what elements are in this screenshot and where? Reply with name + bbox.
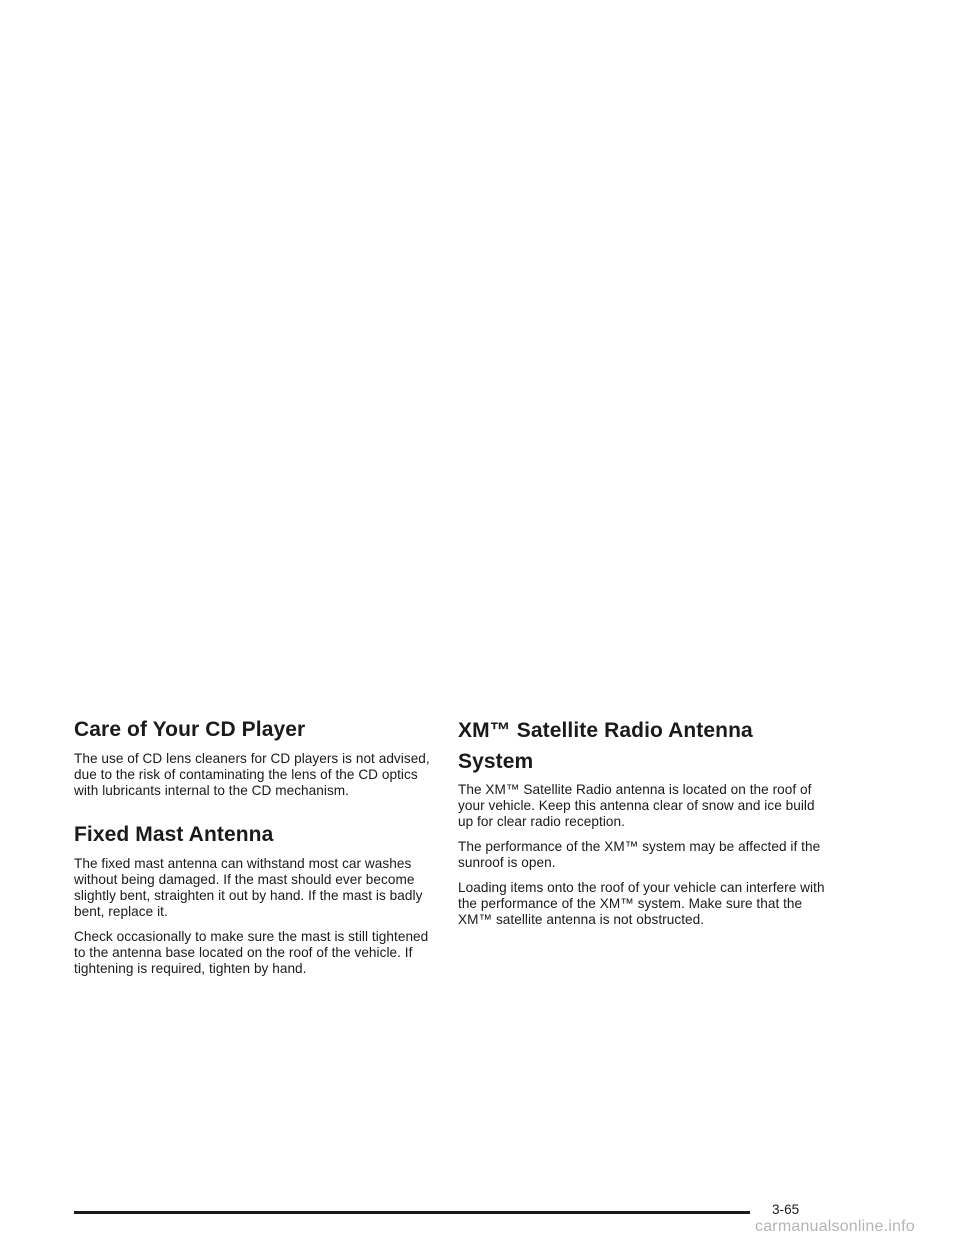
watermark-text: carmanualsonline.info bbox=[755, 1218, 915, 1235]
left-column bbox=[74, 715, 436, 986]
paragraph-mast-tightened: Check occasionally to make sure the mast is still tightened to the antenna base located on the roof of the vehicle. If tightening is required, tighten by hand. bbox=[74, 929, 429, 976]
page-number: 3-65 bbox=[772, 1202, 800, 1217]
paragraph-xm-sunroof: The performance of the XM™ system may be affected if the sunroof is open. bbox=[458, 839, 821, 870]
footer-rule bbox=[74, 1211, 750, 1214]
heading-care-cd-player: Care of Your CD Player bbox=[74, 718, 306, 741]
paragraph-xm-roof-loading: Loading items onto the roof of your vehicle can interfere with the performance of the XM™ system. Make sure that the XM™ satellite antenna is not obstructed. bbox=[458, 880, 825, 927]
paragraph-mast-car-washes: The fixed mast antenna can withstand most car washes without being damaged. If the mast should ever become slightly bent, straighten it out by hand. If the mast is badly bent, replace it. bbox=[74, 856, 423, 919]
right-column bbox=[458, 715, 833, 937]
heading-xm-antenna-system: XM™ Satellite Radio Antenna System bbox=[458, 719, 753, 773]
paragraph-xm-antenna-location: The XM™ Satellite Radio antenna is located on the roof of your vehicle. Keep this antenna clear of snow and ice build up for clear radio reception. bbox=[458, 782, 815, 829]
paragraph-cd-lens-cleaners: The use of CD lens cleaners for CD players is not advised, due to the risk of contaminating the lens of the CD optics with lubricants internal to the CD mechanism. bbox=[74, 751, 430, 798]
heading-fixed-mast-antenna: Fixed Mast Antenna bbox=[74, 823, 274, 846]
